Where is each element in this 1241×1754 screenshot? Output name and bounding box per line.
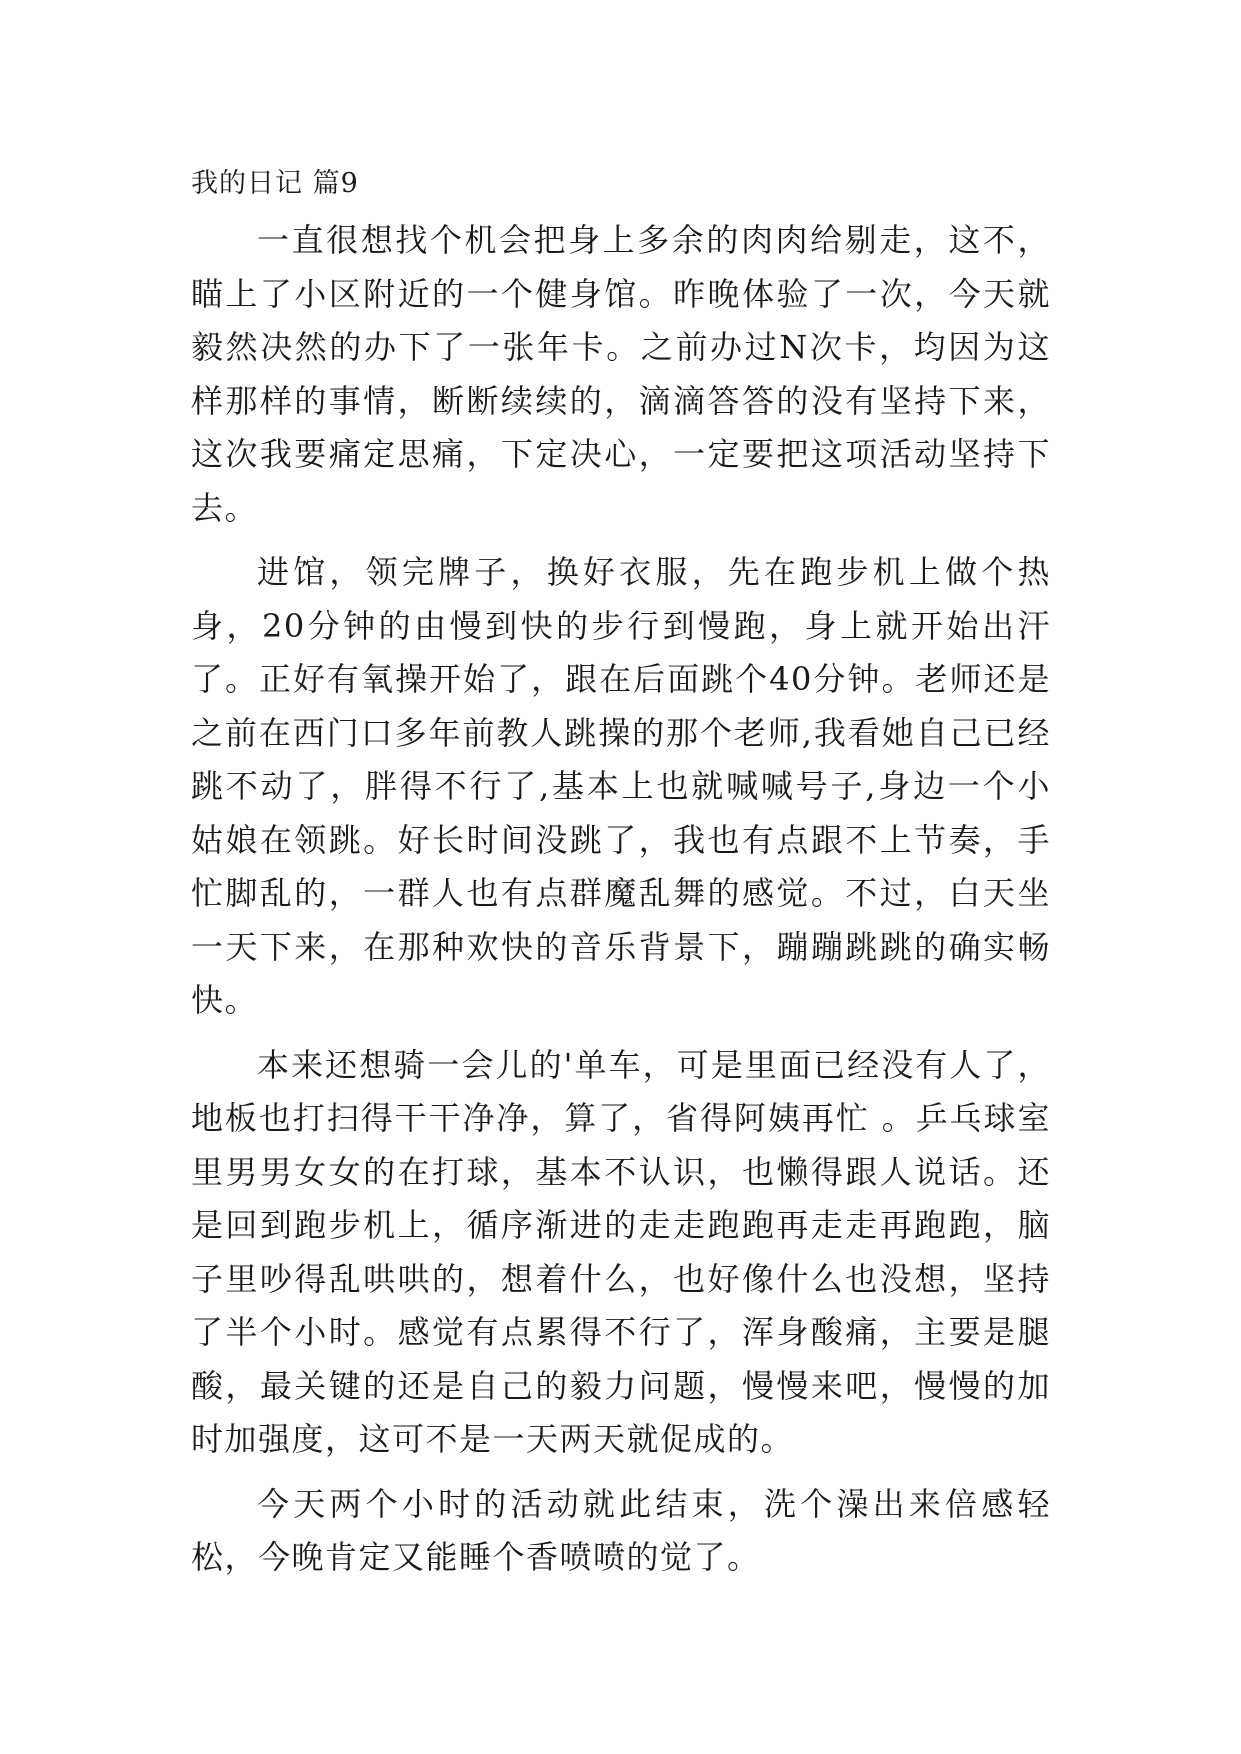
paragraph-4: 今天两个小时的活动就此结束，洗个澡出来倍感轻松，今晚肯定又能睡个香喷喷的觉了。 xyxy=(191,1484,1051,1576)
paragraph-3: 本来还想骑一会儿的'单车，可是里面已经没有人了，地板也打扫得干干净净，算了，省得阿姨再忙 。乒乓球室里男男女女的在打球，基本不认识，也懒得跟人说话。还是回到跑步机上，循序渐进的走走跑跑再走走再跑跑，脑子里吵得乱哄哄的，想着什么，也好像什么也没想，坚持了半个小时。感觉有点累得不行了，浑身酸痛，主要是腿酸，最关键的还是自己的毅力问题，慢慢来吧，慢慢的加时加强度，这可不是一天两天就促成的。 xyxy=(191,1045,1051,1458)
document-page xyxy=(191,165,1051,1585)
paragraph-2: 进馆，领完牌子，换好衣服，先在跑步机上做个热身，20分钟的由慢到快的步行到慢跑，身上就开始出汗了。正好有氧操开始了，跟在后面跳个40分钟。老师还是之前在西门口多年前教人跳操的那个老师,我看她自己已经跳不动了，胖得不行了,基本上也就喊喊号子,身边一个小姑娘在领跳。好长时间没跳了，我也有点跟不上节奏，手忙脚乱的，一群人也有点群魔乱舞的感觉。不过，白天坐一天下来，在那种欢快的音乐背景下，蹦蹦跳跳的确实畅快。 xyxy=(191,553,1051,1019)
document-title: 我的日记 篇9 xyxy=(191,168,359,199)
paragraph-1: 一直很想找个机会把身上多余的肉肉给剔走，这不，瞄上了小区附近的一个健身馆。昨晚体验了一次，今天就毅然决然的办下了一张年卡。之前办过N次卡，均因为这样那样的事情，断断续续的，滴滴答答的没有坚持下来，这次我要痛定思痛，下定决心，一定要把这项活动坚持下去。 xyxy=(191,221,1051,527)
